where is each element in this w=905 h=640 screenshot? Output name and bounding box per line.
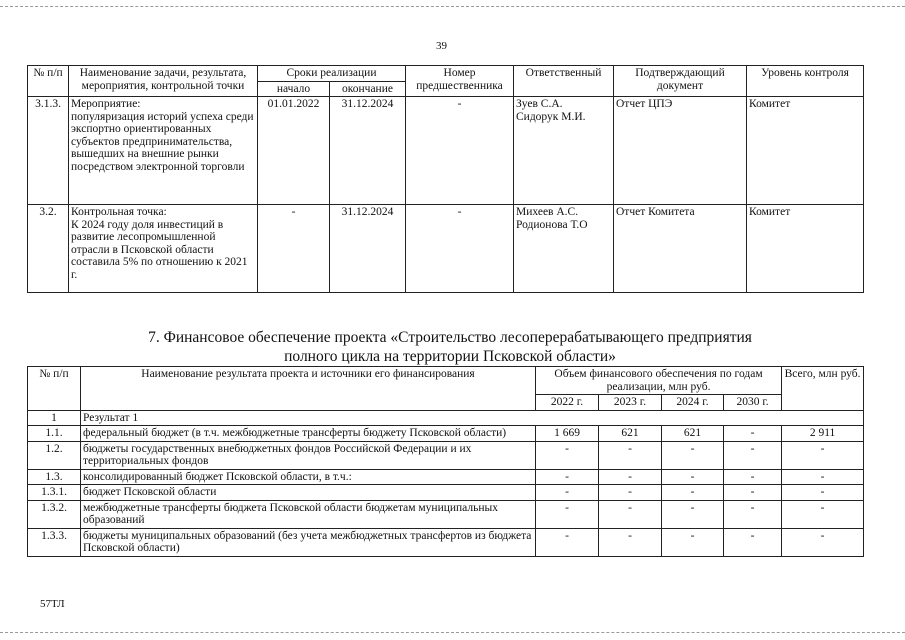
row-document: Отчет ЦПЭ — [614, 97, 747, 205]
responsible-name: Михеев А.С. — [516, 206, 579, 218]
row-desc: К 2024 году доля инвестиций в развитие лесопромышленной отрасли в Псковской области составила 5% по отношению к 2021 г. — [71, 218, 248, 281]
col-header-volume: Объем финансового обеспечения по годам реализации, млн руб. — [536, 367, 782, 395]
row-2022: 1 669 — [536, 426, 599, 442]
col-header-dates: Сроки реализации — [258, 66, 406, 82]
row-2022: - — [536, 469, 599, 485]
row-2022: - — [536, 441, 599, 469]
row-predecessor: - — [406, 97, 514, 205]
row-2023: - — [599, 469, 662, 485]
row-control: Комитет — [747, 205, 864, 293]
section-title-line: полного цикла на территории Псковской области» — [284, 348, 616, 365]
col-header-control: Уровень контроля — [747, 66, 864, 97]
row-start: - — [258, 205, 330, 293]
row-2022: - — [536, 485, 599, 501]
table-header-row — [28, 66, 864, 82]
col-header-responsible: Ответственный — [514, 66, 614, 97]
footer-code: 57ТЛ — [40, 598, 65, 610]
row-total: - — [782, 528, 864, 556]
row-end: 31.12.2024 — [330, 205, 406, 293]
row-2024: - — [662, 500, 724, 528]
row-total: - — [782, 500, 864, 528]
col-header-name: Наименование результата проекта и источники его финансирования — [81, 367, 536, 411]
row-2023: - — [599, 441, 662, 469]
row-2024: 621 — [662, 426, 724, 442]
page-number: 39 — [436, 40, 447, 52]
row-2030: - — [724, 469, 782, 485]
row-name — [69, 97, 258, 205]
table-header-row — [28, 367, 864, 395]
row-name: межбюджетные трансферты бюджета Псковской области бюджетам муниципальных образований — [81, 500, 536, 528]
row-responsible — [514, 97, 614, 205]
table-row — [28, 426, 864, 442]
row-2024: - — [662, 441, 724, 469]
responsible-name: Сидорук М.И. — [516, 110, 586, 123]
row-predecessor: - — [406, 205, 514, 293]
col-header-num: № п/п — [28, 367, 81, 411]
row-num: 1.2. — [28, 441, 81, 469]
col-header-2030: 2030 г. — [724, 395, 782, 411]
row-total: 2 911 — [782, 426, 864, 442]
responsible-name: Родионова Т.О — [516, 218, 588, 231]
col-header-num: № п/п — [28, 66, 69, 97]
row-num: 3.2. — [28, 205, 69, 293]
table-row — [28, 97, 864, 205]
col-header-total: Всего, млн руб. — [782, 367, 864, 411]
row-2023: - — [599, 500, 662, 528]
section-title-line: 7. Финансовое обеспечение проекта «Строительство лесоперерабатывающего предприятия — [148, 329, 752, 346]
row-num: 1.1. — [28, 426, 81, 442]
row-responsible — [514, 205, 614, 293]
row-2023: 621 — [599, 426, 662, 442]
row-2030: - — [724, 426, 782, 442]
row-name: бюджеты государственных внебюджетных фондов Российской Федерации и их территориальных фондов — [81, 441, 536, 469]
row-num: 1.3.3. — [28, 528, 81, 556]
row-desc: популяризация историй успеха среди экспортно ориентированных субъектов предпринимательства, вышедших на внешние рынки посредством электронной торговли — [71, 110, 254, 173]
row-num: 1.3.1. — [28, 485, 81, 501]
col-header-2024: 2024 г. — [662, 395, 724, 411]
row-document: Отчет Комитета — [614, 205, 747, 293]
row-name: федеральный бюджет (в т.ч. межбюджетные трансферты бюджету Псковской области) — [81, 426, 536, 442]
row-num: 1.3. — [28, 469, 81, 485]
row-2024: - — [662, 469, 724, 485]
row-title: Контрольная точка: — [71, 206, 167, 218]
financing-table — [27, 366, 864, 557]
row-2030: - — [724, 528, 782, 556]
table-row — [28, 500, 864, 528]
schedule-table — [27, 65, 864, 293]
row-num: 1 — [28, 410, 81, 426]
row-2022: - — [536, 500, 599, 528]
row-title: Мероприятие: — [71, 98, 141, 110]
scan-edge-top — [0, 6, 905, 7]
row-2024: - — [662, 528, 724, 556]
table-row — [28, 485, 864, 501]
row-name: бюджеты муниципальных образований (без учета межбюджетных трансфертов из бюджета Псковской области) — [81, 528, 536, 556]
table-row — [28, 205, 864, 293]
col-header-2022: 2022 г. — [536, 395, 599, 411]
result-row — [28, 410, 864, 426]
row-2024: - — [662, 485, 724, 501]
col-header-predecessor: Номер предшественника — [406, 66, 514, 97]
row-2023: - — [599, 528, 662, 556]
col-header-name: Наименование задачи, результата, мероприятия, контрольной точки — [69, 66, 258, 97]
row-total: - — [782, 469, 864, 485]
table-row — [28, 528, 864, 556]
col-header-end: окончание — [330, 81, 406, 97]
row-name: бюджет Псковской области — [81, 485, 536, 501]
row-total: - — [782, 441, 864, 469]
row-2023: - — [599, 485, 662, 501]
section-title — [60, 328, 840, 366]
table-row — [28, 441, 864, 469]
table-row — [28, 469, 864, 485]
row-num: 1.3.2. — [28, 500, 81, 528]
col-header-2023: 2023 г. — [599, 395, 662, 411]
scan-edge-bottom — [0, 632, 905, 633]
row-name: консолидированный бюджет Псковской области, в т.ч.: — [81, 469, 536, 485]
row-name — [69, 205, 258, 293]
row-total: - — [782, 485, 864, 501]
col-header-document: Подтверждающий документ — [614, 66, 747, 97]
row-2030: - — [724, 485, 782, 501]
responsible-name: Зуев С.А. — [516, 98, 563, 110]
row-num: 3.1.3. — [28, 97, 69, 205]
row-2022: - — [536, 528, 599, 556]
row-control: Комитет — [747, 97, 864, 205]
row-2030: - — [724, 441, 782, 469]
col-header-start: начало — [258, 81, 330, 97]
row-2030: - — [724, 500, 782, 528]
row-end: 31.12.2024 — [330, 97, 406, 205]
row-start: 01.01.2022 — [258, 97, 330, 205]
row-name: Результат 1 — [81, 410, 864, 426]
